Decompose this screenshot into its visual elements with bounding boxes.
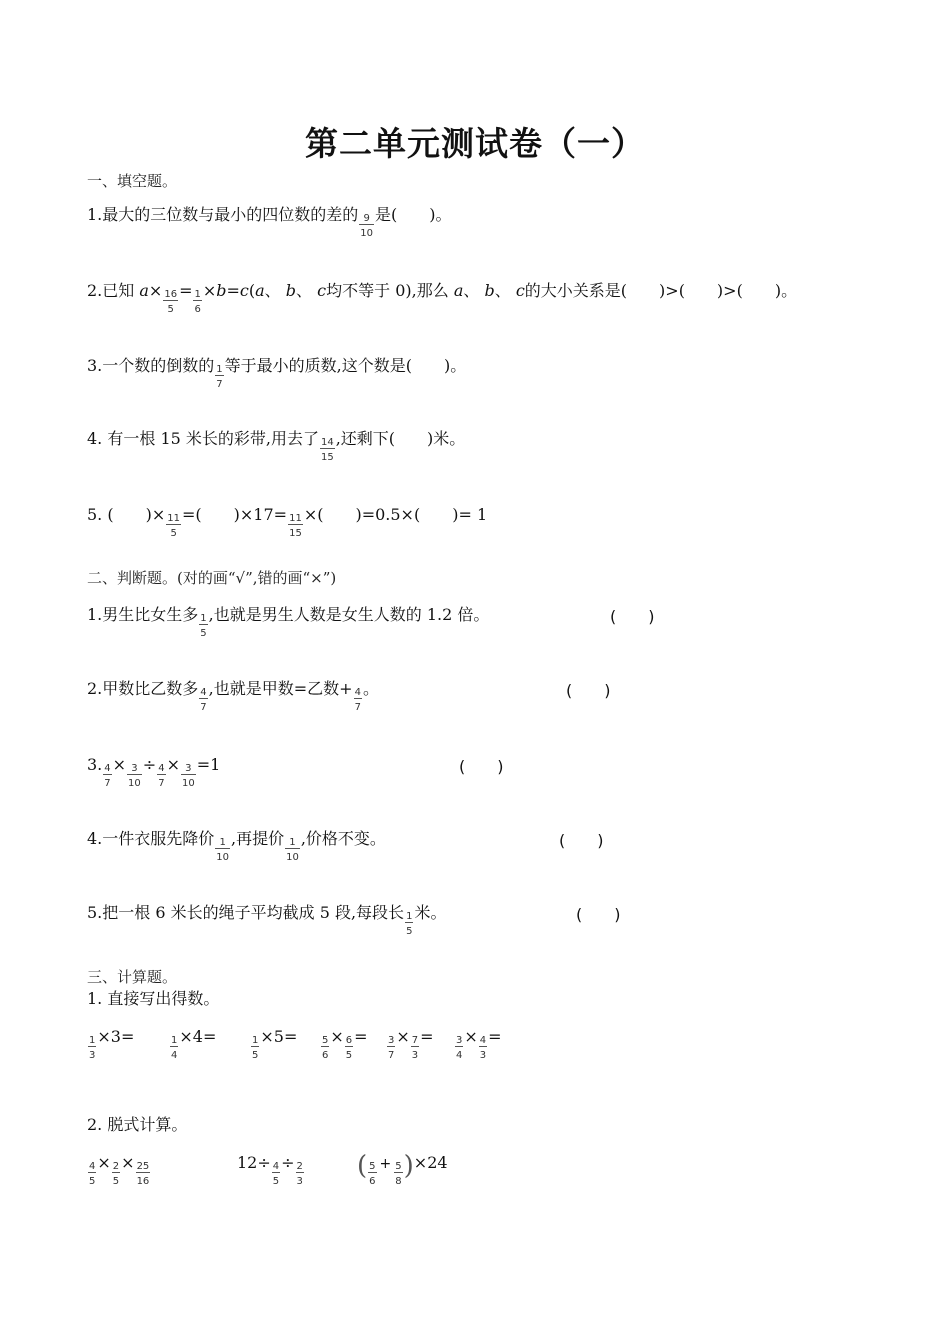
calc-item-3 (250, 1026, 297, 1061)
question-number: 1. (87, 605, 103, 624)
denominator: 7 (158, 778, 165, 789)
denominator: 5 (167, 304, 174, 315)
question-1-2 (87, 280, 797, 315)
fraction (285, 837, 300, 863)
numerator: 4 (89, 1161, 96, 1172)
question-text: 一件衣服先降价 (102, 829, 215, 848)
question-text: 已知 (102, 281, 135, 300)
calc-item-1 (87, 1026, 134, 1061)
denominator: 10 (286, 852, 299, 863)
fraction (193, 289, 201, 315)
numerator: 14 (320, 437, 334, 448)
expression-text: 12÷ (237, 1153, 271, 1172)
fraction (354, 687, 362, 713)
denominator: 5 (170, 528, 177, 539)
times-sign: × (464, 1027, 478, 1046)
times-sign: × (202, 281, 217, 300)
numerator: 5 (395, 1161, 402, 1172)
denominator: 7 (216, 379, 223, 390)
numerator: 4 (272, 1161, 280, 1172)
fraction (288, 513, 303, 539)
times-sign: × (112, 755, 127, 774)
variable-a: a (453, 281, 464, 300)
denominator: 5 (272, 1176, 280, 1187)
expression-3 (357, 1152, 448, 1187)
denominator: 6 (194, 304, 201, 315)
calc-item-2 (169, 1026, 216, 1061)
numerator: 3 (181, 763, 196, 775)
denominator: 6 (322, 1050, 329, 1061)
equals-sign: = (179, 281, 193, 300)
question-number: 5. (87, 505, 103, 524)
denominator: 3 (89, 1050, 96, 1061)
calc-item-6 (454, 1026, 502, 1061)
question-text: 把一根 6 米长的绳子平均截成 5 段,每段长 (102, 903, 405, 922)
fraction (387, 1035, 395, 1061)
numerator: 3 (388, 1035, 395, 1046)
question-text: =( )×17= (182, 505, 288, 524)
question-2-2 (87, 678, 379, 713)
denominator: 3 (411, 1050, 419, 1061)
numerator: 1 (194, 289, 201, 300)
numerator: 11 (289, 513, 302, 524)
separator: 、 (463, 281, 480, 300)
section-1-heading: 一、填空题。 (87, 172, 178, 190)
fraction (181, 763, 196, 789)
answer-bracket-2-1[interactable]: ( ) (610, 607, 655, 626)
numerator: 1 (406, 911, 413, 922)
numerator: 5 (369, 1161, 376, 1172)
question-text: ,价格不变。 (300, 829, 386, 848)
numerator: 3 (127, 763, 142, 775)
section-2-heading: 二、判断题。(对的画“√”,错的画“×”) (87, 569, 337, 587)
question-text: 等于最小的质数,这个数是( )。 (224, 356, 467, 375)
numerator: 4 (354, 687, 361, 698)
answer-bracket-2-2[interactable]: ( ) (566, 681, 611, 700)
question-text: ,也就是男生人数是女生人数的 1.2 倍。 (208, 605, 490, 624)
denominator: 7 (104, 778, 111, 789)
denominator: 5 (252, 1050, 259, 1061)
numerator: 2 (296, 1161, 303, 1172)
fraction (320, 437, 335, 463)
expression-2 (237, 1152, 305, 1187)
fraction (88, 1035, 96, 1061)
question-2-1 (87, 604, 489, 639)
question-number: 5. (87, 903, 103, 922)
denominator: 10 (360, 228, 374, 239)
denominator: 5 (200, 628, 207, 639)
denominator: 6 (369, 1176, 376, 1187)
variable-c: c (515, 281, 525, 300)
question-text: =1 (196, 755, 221, 774)
fraction (163, 289, 178, 315)
denominator: 4 (456, 1050, 463, 1061)
separator: 、 (296, 281, 313, 300)
numerator: 3 (456, 1035, 463, 1046)
question-text: ( (248, 281, 256, 300)
question-1-3 (87, 355, 466, 390)
denominator: 8 (395, 1176, 402, 1187)
question-2-5 (87, 902, 446, 937)
denominator: 10 (216, 852, 230, 863)
question-text: 的大小关系是( )>( )>( )。 (524, 281, 798, 300)
numerator: 1 (171, 1035, 178, 1046)
numerator: 4 (104, 763, 111, 774)
denominator: 10 (181, 778, 195, 789)
calc-item-5 (386, 1026, 434, 1061)
expression-text: ×4= (179, 1027, 217, 1046)
denominator: 15 (320, 452, 334, 463)
fraction (136, 1161, 151, 1187)
numerator: 11 (167, 513, 180, 524)
question-text: 最大的三位数与最小的四位数的差的 (102, 205, 359, 224)
left-paren: ( (357, 1151, 368, 1181)
question-number: 3. (87, 356, 103, 375)
question-text: ×( )=0.5×( )= 1 (303, 505, 488, 524)
question-text: 有一根 15 米长的彩带,用去了 (107, 429, 319, 448)
denominator: 7 (200, 702, 207, 713)
fraction (405, 911, 413, 937)
fraction (170, 1035, 178, 1061)
fraction (112, 1161, 120, 1187)
question-1-4 (87, 428, 465, 463)
question-number: 4. (87, 829, 103, 848)
variable-a: a (255, 281, 265, 300)
equals-sign: = (354, 1027, 368, 1046)
answer-bracket-2-4[interactable]: ( ) (559, 831, 604, 850)
calc-item-4 (320, 1026, 368, 1061)
separator: 、 (264, 281, 281, 300)
numerator: 25 (136, 1161, 150, 1172)
denominator: 7 (354, 702, 361, 713)
fraction (215, 837, 230, 863)
question-1-5 (87, 504, 487, 539)
denominator: 15 (289, 528, 302, 539)
question-text: 甲数比乙数多 (102, 679, 199, 698)
variable-a: a (139, 281, 149, 300)
fraction (199, 687, 207, 713)
question-number: 4. (87, 429, 103, 448)
fraction (157, 763, 165, 789)
denominator: 5 (89, 1176, 96, 1187)
question-number: 1. (87, 205, 103, 224)
numerator: 4 (200, 687, 207, 698)
variable-b: b (484, 281, 495, 300)
fraction (103, 763, 111, 789)
numerator: 5 (322, 1035, 329, 1046)
divide-sign: ÷ (281, 1153, 295, 1172)
fraction (455, 1035, 463, 1061)
question-2-4 (87, 828, 386, 863)
fraction (199, 613, 207, 639)
times-sign: × (396, 1027, 410, 1046)
numerator: 4 (158, 763, 165, 774)
expression-text: ×5= (260, 1027, 298, 1046)
fraction (88, 1161, 96, 1187)
question-2-3 (87, 754, 220, 789)
fraction (272, 1161, 280, 1187)
numerator: 2 (112, 1161, 120, 1172)
question-text: 一个数的倒数的 (102, 356, 215, 375)
question-1-1 (87, 204, 452, 239)
fraction (215, 364, 223, 390)
equals-sign: = (226, 281, 240, 300)
question-text: 。 (362, 679, 379, 698)
fraction (166, 513, 181, 539)
question-text: 均不等于 0),那么 (326, 281, 449, 300)
fraction (127, 763, 142, 789)
variable-c: c (239, 281, 249, 300)
answer-bracket-2-5[interactable]: ( ) (576, 905, 621, 924)
subsection-3-2-label: 2. 脱式计算。 (87, 1115, 188, 1134)
denominator: 10 (128, 778, 141, 789)
times-sign: × (97, 1153, 111, 1172)
fraction (345, 1035, 353, 1061)
numerator: 7 (411, 1035, 419, 1046)
variable-c: c (317, 281, 327, 300)
times-sign: × (330, 1027, 344, 1046)
question-text: ,还剩下( )米。 (335, 429, 466, 448)
variable-b: b (216, 281, 227, 300)
page-title: 第二单元测试卷（一） (305, 124, 645, 163)
denominator: 3 (296, 1176, 303, 1187)
question-text: 是( )。 (375, 205, 452, 224)
numerator: 16 (164, 289, 178, 300)
expression-1 (87, 1152, 151, 1187)
question-text: ,也就是甲数=乙数+ (208, 679, 353, 698)
separator: 、 (494, 281, 511, 300)
fraction (359, 213, 374, 239)
question-text: ,再提价 (231, 829, 285, 848)
denominator: 16 (136, 1176, 150, 1187)
numerator: 1 (252, 1035, 259, 1046)
denominator: 3 (479, 1050, 487, 1061)
answer-bracket-2-3[interactable]: ( ) (459, 757, 504, 776)
question-number: 2. (87, 679, 103, 698)
right-paren: ) (403, 1151, 414, 1181)
times-sign: × (148, 281, 163, 300)
times-sign: × (121, 1153, 135, 1172)
numerator: 1 (215, 837, 230, 849)
fraction (411, 1035, 419, 1061)
equals-sign: = (488, 1027, 502, 1046)
numerator: 1 (89, 1035, 96, 1046)
question-text: 米。 (414, 903, 447, 922)
question-number: 2. (87, 281, 103, 300)
equals-sign: = (420, 1027, 434, 1046)
subsection-3-1-label: 1. 直接写出得数。 (87, 989, 220, 1008)
denominator: 7 (388, 1050, 395, 1061)
variable-b: b (285, 281, 297, 300)
question-text: ( )× (107, 505, 166, 524)
section-3-heading: 三、计算题。 (87, 968, 178, 986)
question-number: 3. (87, 755, 103, 774)
numerator: 1 (285, 837, 300, 849)
divide-sign: ÷ (142, 755, 157, 774)
expression-text: ×24 (413, 1153, 448, 1172)
times-sign: × (166, 755, 180, 774)
fraction (394, 1161, 402, 1187)
fraction (479, 1035, 487, 1061)
plus-sign: + (379, 1156, 392, 1172)
numerator: 1 (216, 364, 223, 375)
numerator: 9 (359, 213, 374, 225)
fraction (296, 1161, 304, 1187)
numerator: 6 (345, 1035, 353, 1046)
numerator: 1 (200, 613, 207, 624)
denominator: 4 (171, 1050, 178, 1061)
denominator: 5 (406, 926, 413, 937)
fraction (251, 1035, 259, 1061)
fraction (321, 1035, 329, 1061)
denominator: 5 (345, 1050, 353, 1061)
expression-text: ×3= (97, 1027, 135, 1046)
numerator: 4 (479, 1035, 487, 1046)
question-text: 男生比女生多 (102, 605, 199, 624)
denominator: 5 (112, 1176, 120, 1187)
fraction (368, 1161, 376, 1187)
